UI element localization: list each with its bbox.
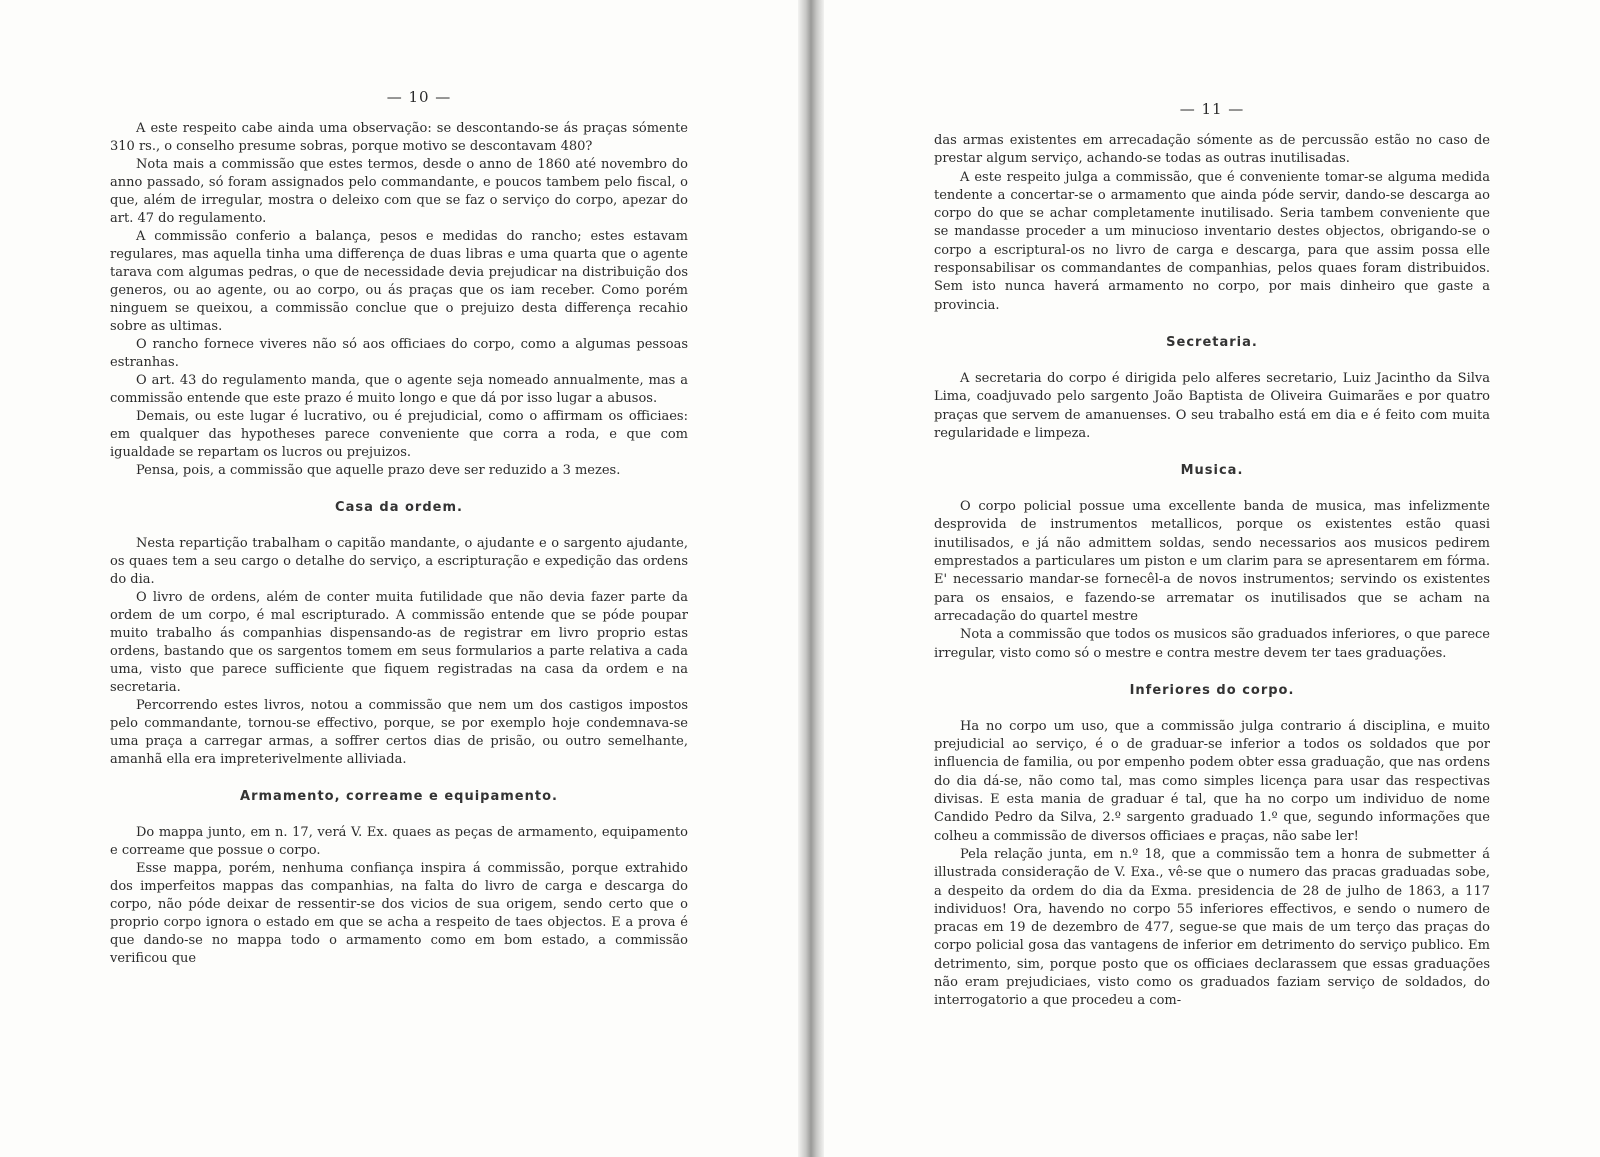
book-gutter (798, 0, 824, 1157)
paragraph: Esse mappa, porém, nenhuma confiança inspira á commissão, porque extrahido dos imperfeitos mappas das companhias, na falta do livro de carga e descarga do corpo, não póde deixar de ressentir-se dos vicios de sua origem, sendo certo que o proprio corpo ignora o estado em que se acha a respeito de taes objectos. E a prova é que dando-se no mappa todo o armamento como em bom estado, a commissão verificou que (110, 861, 688, 966)
paragraph: Do mappa junto, em n. 17, verá V. Ex. quaes as peças de armamento, equipamento e correame que possue o corpo. (110, 825, 688, 858)
page-number: — 10 — (386, 88, 452, 106)
right-page (824, 0, 1600, 1157)
section-title-secretaria: Secretaria. (1166, 334, 1258, 350)
page-number: — 11 — (1179, 100, 1245, 118)
paragraph: O art. 43 do regulamento manda, que o agente seja nomeado annualmente, mas a commissão entende que este prazo é muito longo e que dá por isso lugar a abusos. (110, 373, 688, 406)
paragraph: Pela relação junta, em n.º 18, que a commissão tem a honra de submetter á illustrada consideração de V. Exa., vê-se que o numero das pracas graduadas sobe, a despeito da ordem do dia da Exma. presidencia de 28 de julho de 1863, a 117 individuos! Ora, havendo no corpo 55 inferiores effectivos, e sendo o numero de pracas em 19 de dezembro de 477, segue-se que mais de um terço das praças do corpo policial gosa das vantagens de inferior em detrimento do serviço publico. Em detrimento, sim, porque posto que os officiaes declarassem que essas graduações não eram prejudiciaes, visto como os graduados faziam serviço de soldados, do interrogatorio a que procedeu a com- (934, 846, 1490, 1009)
paragraph: Percorrendo estes livros, notou a commissão que nem um dos castigos impostos pelo commandante, tornou-se effectivo, porque, se por exemplo hoje condemnava-se uma praça a carregar armas, a soffrer certos dias de prisão, ou outro semelhante, amanhã ella era impreterivelmente alliviada. (110, 698, 688, 767)
paragraph: Demais, ou este lugar é lucrativo, ou é prejudicial, como o affirmam os officiaes: em qualquer das hypotheses parece conveniente que corra a roda, e que com igualdade se repartam os lucros ou prejuizos. (110, 409, 688, 460)
section-title-armamento: Armamento, correame e equipamento. (240, 789, 558, 804)
paragraph: Nota mais a commissão que estes termos, desde o anno de 1860 até novembro do anno passado, só foram assignados pelo commandante, e poucos tambem pelo fiscal, o que, além de irregular, mostra o deleixo com que se faz o serviço do corpo, apezar do art. 47 do regulamento. (110, 157, 688, 226)
paragraph: O livro de ordens, além de conter muita futilidade que não devia fazer parte da ordem de um corpo, é mal escripturado. A commissão entende que se póde poupar muito trabalho ás companhias dispensando-as de registrar em livro proprio estas ordens, bastando que os sargentos tomem em seus formularios a parte relativa a cada uma, visto que parece sufficiente que fiquem registradas na casa da ordem e na secretaria. (110, 590, 688, 695)
paragraph: A este respeito julga a commissão, que é conveniente tomar-se alguma medida tendente a concertar-se o armamento que ainda póde servir, dando-se descarga ao corpo do que se achar completamente inutilisado. Seria tambem conveniente que se mandasse proceder a um minucioso inventario destes objectos, obrigando-se o corpo a escriptural-os no livro de carga e descarga, para que assim possa elle responsabilisar os commandantes de companhias, pelos quaes foram distribuidos. Sem isto nunca haverá armamento no corpo, por mais dinheiro que gaste a provincia. (934, 169, 1490, 313)
paragraph: A este respeito cabe ainda uma observação: se descontando-se ás praças sómente 310 rs., o conselho presume sobras, porque motivo se descontavam 480? (110, 121, 688, 154)
paragraph: A secretaria do corpo é dirigida pelo alferes secretario, Luiz Jacintho da Silva Lima, coadjuvado pelo sargento João Baptista de Oliveira Guimarães e por quatro praças que servem de amanuenses. O seu trabalho está em dia e é feito com muita regularidade e limpeza. (934, 370, 1490, 441)
paragraph: A commissão conferio a balança, pesos e medidas do rancho; estes estavam regulares, mas aquella tinha uma differença de duas libras e uma quarta que o agente tarava com algumas pedras, o que de necessidade devia prejudicar na distribuição dos generos, ou ao agente, ou ao corpo, ou ás praças que os iam receber. Como porém ninguem se queixou, a commissão conclue que o prejuizo desta differença recahio sobre as ultimas. (110, 229, 688, 334)
left-page (0, 0, 798, 1157)
paragraph: Nota a commissão que todos os musicos são graduados inferiores, o que parece irregular, visto como só o mestre e contra mestre devem ter taes graduações. (934, 627, 1490, 661)
section-title-inferiores: Inferiores do corpo. (1129, 682, 1295, 698)
section-title-casa-da-ordem: Casa da ordem. (335, 500, 463, 515)
paragraph: O corpo policial possue uma excellente banda de musica, mas infelizmente desprovida de instrumentos metallicos, porque os existentes estão quasi inutilisados, e já não admittem soldas, sendo necessarios aos musicos pedirem emprestados a particulares um piston e um clarim para se apresentarem em fórma. E' necessario mandar-se fornecêl-a de novos instrumentos; servindo os existentes para os ensaios, e fazendo-se arrematar os inutilisados que se acham na arrecadação do quartel mestre (934, 499, 1490, 624)
paragraph: Pensa, pois, a commissão que aquelle prazo deve ser reduzido a 3 mezes. (136, 463, 621, 478)
paragraph: Nesta repartição trabalham o capitão mandante, o ajudante e o sargento ajudante, os quaes tem a seu cargo o detalhe do serviço, a escripturação e expedição das ordens do dia. (110, 536, 688, 587)
paragraph: Ha no corpo um uso, que a commissão julga contrario á disciplina, e muito prejudicial ao serviço, é o de graduar-se inferior a todos os soldados que por influencia de familia, ou por empenho podem obter essa graduação, que nas ordens do dia dá-se, não como tal, mas como simples licença para usar das respectivas divisas. E esta mania de graduar é tal, que ha no corpo um individuo de nome Candido Pedro da Silva, 2.º sargento graduado 1.º que, segundo informações que colheu a commissão de diversos officiaes e praças, não sabe ler! (934, 718, 1490, 844)
paragraph: das armas existentes em arrecadação sómente as de percussão estão no caso de prestar algum serviço, achando-se todas as outras inutilisadas. (934, 133, 1490, 167)
paragraph: O rancho fornece viveres não só aos officiaes do corpo, como a algumas pessoas estranhas. (110, 337, 688, 370)
section-title-musica: Musica. (1180, 463, 1244, 479)
